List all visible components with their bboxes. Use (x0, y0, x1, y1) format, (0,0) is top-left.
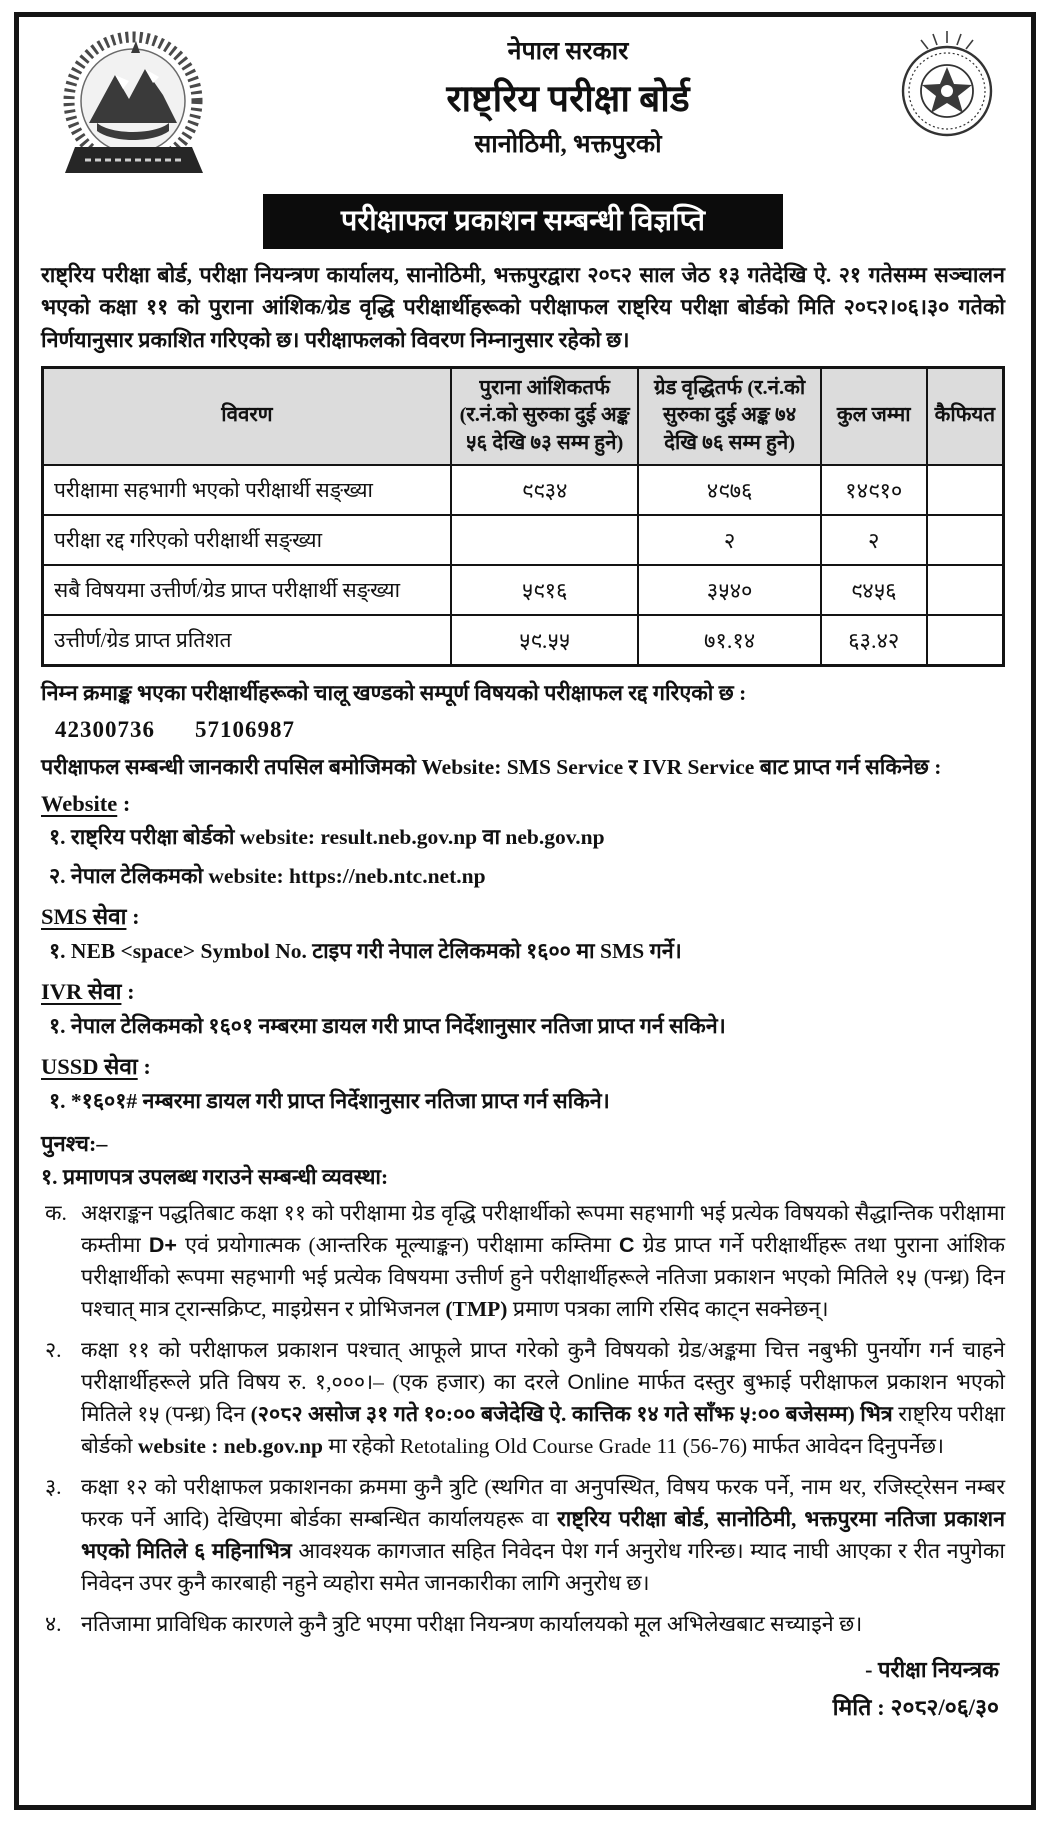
results-table (41, 366, 1005, 667)
website-item-1: १. राष्ट्रिय परीक्षा बोर्डको website: result.neb.gov.np वा neb.gov.np (49, 825, 605, 850)
intro-paragraph: राष्ट्रिय परीक्षा बोर्ड, परीक्षा नियन्त्रण कार्यालय, सानोठिमी, भक्तपुरद्वारा २०८२ साल जेठ १३ गतेदेखि ऐ. २१ गतेसम्म सञ्चालन भएको कक्षा ११ को पुराना आंशिक/ग्रेड वृद्धि परीक्षार्थीहरूको परीक्षाफल राष्ट्रिय परीक्षा बोर्डको मिति २०८२।०६।३० गतेको निर्णयानुसार प्रकाशित गरिएको छ। परीक्षाफलको विवरण निम्नानुसार रहेको छ। (41, 263, 1005, 352)
ussd-section-heading: USSD सेवा : (41, 1054, 151, 1080)
signature-block (41, 1654, 1005, 1722)
sms-item-1: १. NEB <space> Symbol No. टाइप गरी नेपाल टेलिकमको १६०० मा SMS गर्ने। (49, 938, 682, 963)
postscript-item-1: १. प्रमाणपत्र उपलब्ध गराउने सम्बन्धी व्यवस्था: (41, 1164, 389, 1189)
government-name: नेपाल सरकार (507, 38, 629, 65)
row-value: १४९१० (821, 465, 927, 515)
letterhead-titles (241, 27, 895, 160)
board-address: सानोठिमी, भक्तपुरको (474, 131, 662, 158)
row-value: ४९७६ (638, 465, 821, 515)
provision-2 (41, 1334, 1005, 1463)
row-value: २ (638, 515, 821, 565)
table-row (43, 465, 1004, 515)
row-value: ७१.१४ (638, 615, 821, 666)
table-row (43, 515, 1004, 565)
ussd-item-1: १. *१६०१# नम्बरमा डायल गरी प्राप्त निर्देशानुसार नतिजा प्राप्त गर्न सकिने। (49, 1089, 610, 1114)
postscript-heading: पुनश्च:– (41, 1130, 108, 1156)
notice-border-frame (14, 12, 1036, 1810)
signatory-title: - परीक्षा नियन्त्रक (865, 1656, 999, 1682)
row-value: ३५४० (638, 565, 821, 615)
website-section-heading: Website : (41, 791, 131, 817)
ivr-section-heading: IVR सेवा : (41, 979, 135, 1005)
website-section (41, 791, 1005, 892)
row-label: सबै विषयमा उत्तीर्ण/ग्रेड प्राप्त परीक्षार्थी सङ्ख्या (43, 565, 451, 615)
provision-3-text: कक्षा १२ को परीक्षाफल प्रकाशनका क्रममा कुनै त्रुटि (स्थगित वा अनुपस्थित, विषय फरक पर्ने, नाम थर, रजिस्ट्रेसन नम्बर फरक पर्ने आदि) देखिएमा बोर्डका सम्बन्धित कार्यालयहरू वा राष्ट्रिय परीक्षा बोर्ड, सानोठिमी, भक्तपुरमा नतिजा प्रकाशन भएको मितिले ६ महिनाभित्र आवश्यक कागजात सहित निवेदन पेश गर्न अनुरोध गरिन्छ। म्याद नाघी आएका र रीत नपुगेका निवेदन उपर कुनै कारबाही नहुने व्यहोरा समेत जानकारीका लागि अनुरोध छ। (81, 1474, 1005, 1596)
table-header-row (43, 367, 1004, 465)
info-channels-line: परीक्षाफल सम्बन्धी जानकारी तपसिल बमोजिमको Website: SMS Service र IVR Service बाट प्राप्त गर्न सकिनेछ : (41, 755, 942, 780)
row-value: ६३.४२ (821, 615, 927, 666)
provision-ka-text: अक्षराङ्कन पद्धतिबाट कक्षा ११ को परीक्षामा ग्रेड वृद्धि परीक्षार्थीको रूपमा सहभागी भई प्रत्येक विषयको सैद्धान्तिक परीक्षामा कम्तीमा D+ एवं प्रयोगात्मक (आन्तरिक मूल्याङ्कन) परीक्षामा कम्तिमा C ग्रेड प्राप्त गर्ने परीक्षार्थीहरू तथा पुराना आंशिक परीक्षार्थीको रूपमा सहभागी भई प्रत्येक विषयमा उत्तीर्ण हुने परीक्षार्थीहरूले नतिजा प्रकाशन भएको मितिले १५ (पन्ध्र) दिन पश्चात् मात्र ट्रान्सक्रिप्ट, माइग्रेसन र प्रोभिजनल (TMP) प्रमाण पत्रका लागि रसिद काट्न सक्नेछन्। (81, 1200, 1005, 1322)
notice-title-banner: परीक्षाफल प्रकाशन सम्बन्धी विज्ञप्ति (263, 194, 783, 249)
col-header-total: कुल जम्मा (821, 367, 927, 465)
cancelled-number: 42300736 (55, 717, 155, 743)
list-marker: ३. (45, 1474, 62, 1499)
row-remark (927, 515, 1004, 565)
row-label: परीक्षामा सहभागी भएको परीक्षार्थी सङ्ख्या (43, 465, 451, 515)
col-header-grade-increment: ग्रेड वृद्धितर्फ (र.नं.को सुरुका दुई अङ्क ७४ देखि ७६ सम्म हुने) (638, 367, 821, 465)
sms-section (41, 900, 1005, 967)
row-value: ९९३४ (451, 465, 638, 515)
row-remark (927, 565, 1004, 615)
row-label: उत्तीर्ण/ग्रेड प्राप्त प्रतिशत (43, 615, 451, 666)
cancelled-symbol-numbers (41, 717, 1005, 743)
neb-seal-icon (895, 27, 1005, 146)
provision-ka (41, 1197, 1005, 1326)
provision-4-text: नतिजामा प्राविधिक कारणले कुनै त्रुटि भएमा परीक्षा नियन्त्रण कार्यालयको मूल अभिलेखबाट सच्याइने छ। (81, 1611, 863, 1636)
row-value: ५९.५५ (451, 615, 638, 666)
ivr-item-1: १. नेपाल टेलिकमको १६०१ नम्बरमा डायल गरी प्राप्त निर्देशानुसार नतिजा प्राप्त गर्न सकिने। (49, 1014, 726, 1039)
table-row (43, 615, 1004, 666)
ussd-section (41, 1050, 1005, 1117)
table-row (43, 565, 1004, 615)
cancelled-number: 57106987 (195, 717, 295, 743)
ivr-section (41, 975, 1005, 1042)
row-value: २ (821, 515, 927, 565)
list-marker: ४. (45, 1611, 62, 1636)
provision-2-text: कक्षा ११ को परीक्षाफल प्रकाशन पश्चात् आफूले प्राप्त गरेको कुनै विषयको ग्रेड/अङ्कमा चित्त नबुझी पुनर्योग गर्न चाहने परीक्षार्थीहरूले प्रति विषय रु. १,०००।– (एक हजार) का दरले Online मार्फत दस्तुर बुझाई परीक्षाफल प्रकाशन भएको मितिले १५ (पन्ध्र) दिन (२०८२ असोज ३१ गते १०:०० बजेदेखि ऐ. कात्तिक १४ गते साँझ ५:०० बजेसम्म) भित्र राष्ट्रिय परीक्षा बोर्डको website : neb.gov.np मा रहेको Retotaling Old Course Grade 11 (56-76) मार्फत आवेदन दिनुपर्नेछ। (81, 1337, 1005, 1459)
col-header-description: विवरण (43, 367, 451, 465)
sms-section-heading: SMS सेवा : (41, 903, 140, 929)
notice-date: मिति : २०८२/०६/३० (832, 1694, 999, 1720)
row-value: ९४५६ (821, 565, 927, 615)
col-header-remarks: कैफियत (927, 367, 1004, 465)
row-value: ५९१६ (451, 565, 638, 615)
row-label: परीक्षा रद्द गरिएको परीक्षार्थी सङ्ख्या (43, 515, 451, 565)
row-value (451, 515, 638, 565)
board-name: राष्ट्रिय परीक्षा बोर्ड (446, 79, 690, 120)
row-remark (927, 465, 1004, 515)
provision-3 (41, 1471, 1005, 1600)
list-marker: २. (45, 1337, 62, 1362)
col-header-old-partial: पुराना आंशिकतर्फ (र.नं.को सुरुका दुई अङ्क ५६ देखि ७३ सम्म हुने) (451, 367, 638, 465)
provision-4 (41, 1608, 1005, 1640)
nepal-coat-of-arms-icon (41, 27, 241, 186)
list-marker: क. (45, 1200, 67, 1225)
row-remark (927, 615, 1004, 666)
cancelled-results-line: निम्न क्रमाङ्क भएका परीक्षार्थीहरूको चालू खण्डको सम्पूर्ण विषयको परीक्षाफल रद्द गरिएको छ : (41, 680, 747, 705)
letterhead (41, 27, 1005, 186)
website-item-2: २. नेपाल टेलिकमको website: https://neb.ntc.net.np (49, 863, 486, 888)
